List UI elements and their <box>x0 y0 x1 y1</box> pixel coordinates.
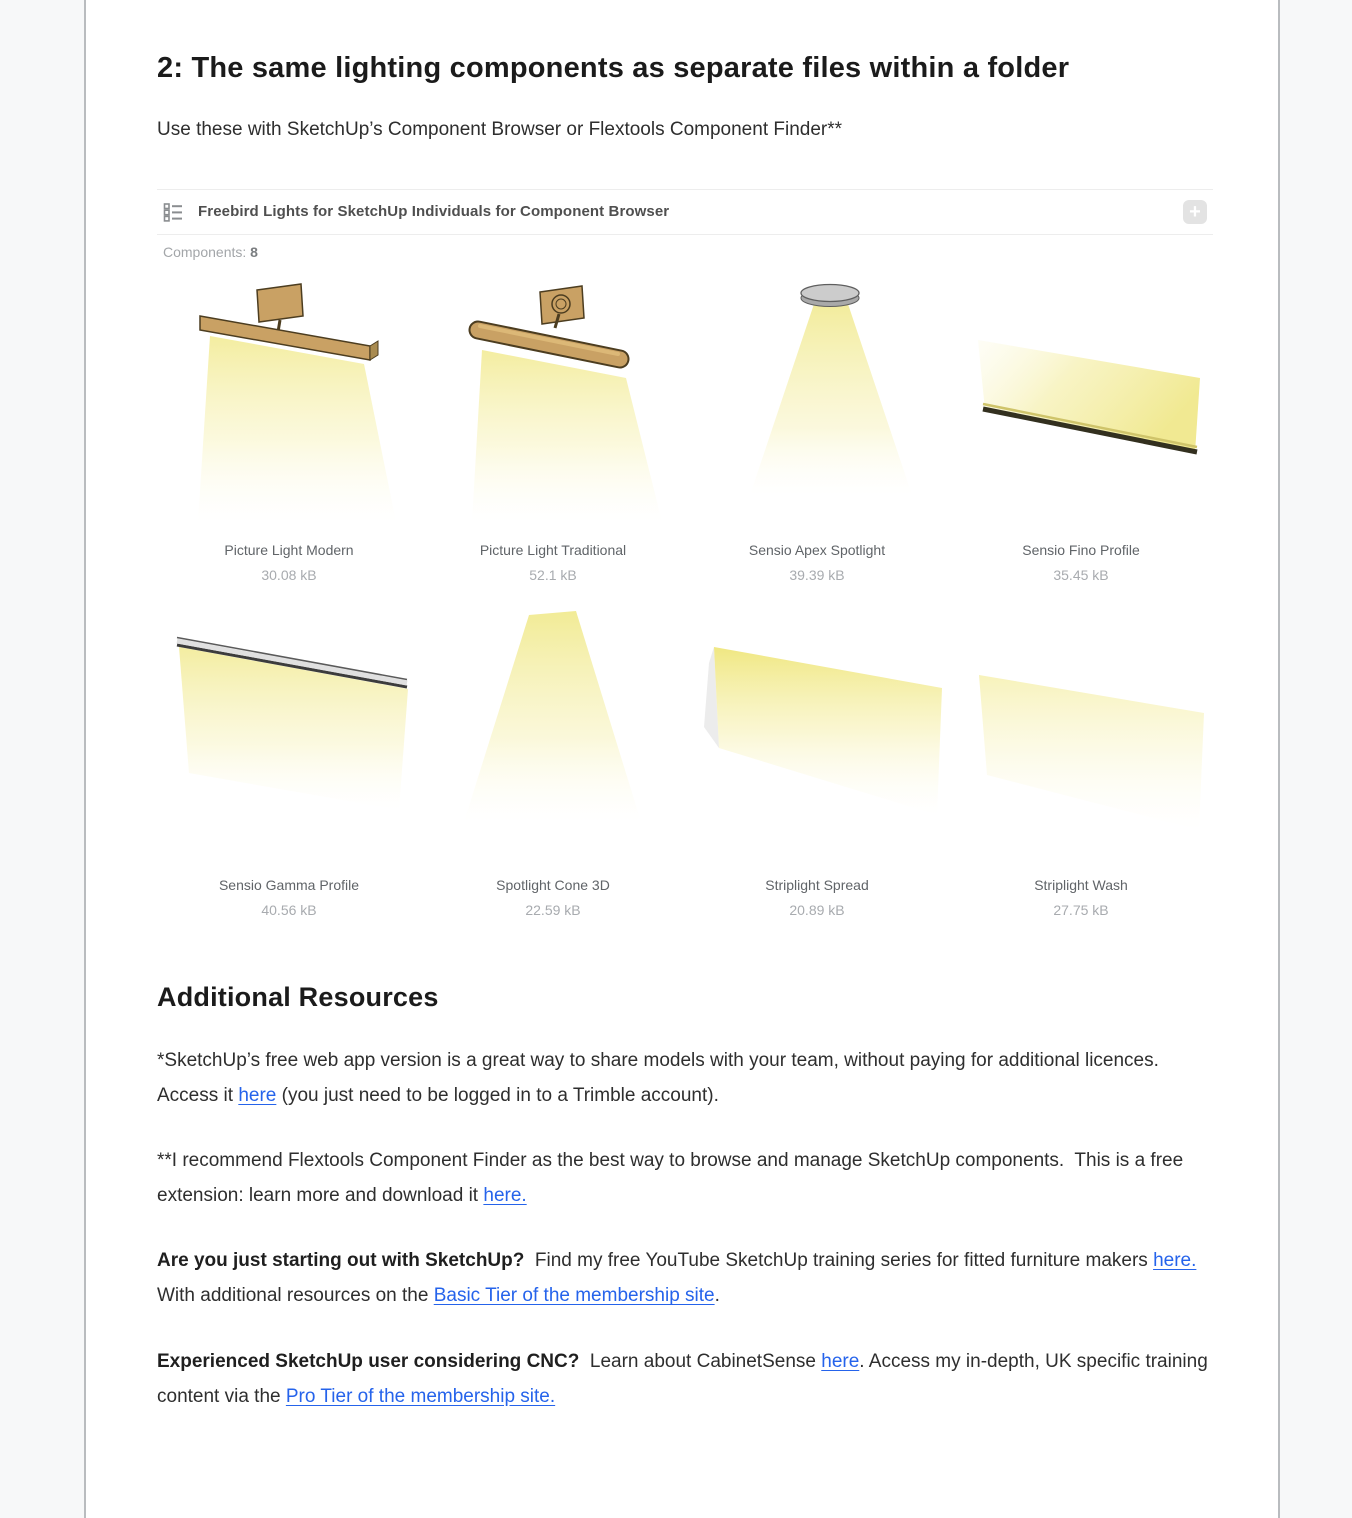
component-name: Picture Light Modern <box>224 541 354 558</box>
component-size: 39.39 kB <box>789 566 845 583</box>
component-item-striplight-spread[interactable] <box>685 605 949 918</box>
paragraph-flextools <box>157 1143 1213 1213</box>
paragraph-starting-out <box>157 1243 1213 1313</box>
component-browser-widget <box>157 189 1213 918</box>
browser-header <box>157 189 1213 235</box>
component-size: 20.89 kB <box>789 901 845 918</box>
picture-light-traditional-thumbnail <box>421 270 685 528</box>
component-item-picture-light-traditional[interactable] <box>421 270 685 583</box>
component-name: Striplight Wash <box>1034 876 1128 893</box>
text: Find my free YouTube SketchUp training series for fitted furniture makers <box>524 1250 1154 1272</box>
component-name: Picture Light Traditional <box>479 541 627 558</box>
paragraph-cnc <box>157 1344 1213 1414</box>
component-size: 40.56 kB <box>261 901 317 918</box>
list-view-icon <box>163 202 183 222</box>
component-name: Striplight Spread <box>765 876 869 893</box>
components-label: Components: <box>163 243 247 260</box>
component-item-spotlight-cone-3d[interactable] <box>421 605 685 918</box>
text: *SketchUp’s free web app version is a great way to share models with your team, without paying for additional licences. Access it <box>157 1049 1169 1106</box>
component-name: Sensio Gamma Profile <box>218 876 360 893</box>
component-size: 22.59 kB <box>525 901 581 918</box>
striplight-wash-thumbnail <box>949 605 1213 863</box>
link-pro-tier[interactable]: Pro Tier of the membership site. <box>285 1385 556 1407</box>
component-item-picture-light-modern[interactable] <box>157 270 421 583</box>
text: . <box>714 1285 720 1307</box>
component-name: Sensio Apex Spotlight <box>748 541 886 558</box>
text: . Access my in-depth, UK specific training content via the <box>157 1350 1214 1407</box>
text: Learn about CabinetSense <box>579 1350 822 1372</box>
link-cabinetsense[interactable]: here <box>821 1350 860 1372</box>
component-size: 27.75 kB <box>1053 901 1109 918</box>
bold-lead: Are you just starting out with SketchUp? <box>157 1250 525 1272</box>
section-heading: 2: The same lighting components as separate files within a folder <box>157 52 1070 84</box>
text: With additional resources on the <box>157 1250 1207 1307</box>
text: (you just need to be logged in to a Trimble account). <box>276 1084 719 1106</box>
component-item-sensio-apex-spotlight[interactable] <box>685 270 949 583</box>
link-youtube-series[interactable]: here. <box>1153 1250 1197 1272</box>
link-basic-tier[interactable]: Basic Tier of the membership site <box>433 1285 715 1307</box>
component-grid <box>157 270 1213 918</box>
page <box>84 0 1280 1518</box>
component-item-striplight-wash[interactable] <box>949 605 1213 918</box>
text: **I recommend Flextools Component Finder as the best way to browse and manage SketchUp components. This is a free extension: learn more and download it <box>157 1150 1189 1207</box>
spotlight-cone-3d-thumbnail <box>421 605 685 863</box>
additional-resources-section <box>157 982 1213 1414</box>
component-item-sensio-gamma-profile[interactable] <box>157 605 421 918</box>
components-count-row <box>157 235 1213 266</box>
link-sketchup-web-app[interactable]: here <box>238 1084 277 1106</box>
resources-heading: Additional Resources <box>157 981 439 1012</box>
add-button[interactable]: + <box>1183 200 1207 224</box>
component-size: 30.08 kB <box>261 566 317 583</box>
intro-text: Use these with SketchUp’s Component Browser or Flextools Component Finder** <box>157 119 843 141</box>
component-name: Spotlight Cone 3D <box>496 876 610 893</box>
sensio-apex-spotlight-thumbnail <box>685 270 949 528</box>
bold-lead: Experienced SketchUp user considering CNC? <box>157 1350 580 1372</box>
sensio-fino-profile-thumbnail <box>949 270 1213 528</box>
component-size: 35.45 kB <box>1053 566 1109 583</box>
picture-light-modern-thumbnail <box>157 270 421 528</box>
component-size: 52.1 kB <box>529 566 577 583</box>
browser-title: Freebird Lights for SketchUp Individuals for Component Browser <box>198 203 670 221</box>
sensio-gamma-profile-thumbnail <box>157 605 421 863</box>
components-count: 8 <box>250 243 258 260</box>
link-flextools[interactable]: here. <box>483 1185 527 1207</box>
component-item-sensio-fino-profile[interactable] <box>949 270 1213 583</box>
component-name: Sensio Fino Profile <box>1022 541 1140 558</box>
striplight-spread-thumbnail <box>685 605 949 863</box>
paragraph-web-app <box>157 1043 1213 1113</box>
